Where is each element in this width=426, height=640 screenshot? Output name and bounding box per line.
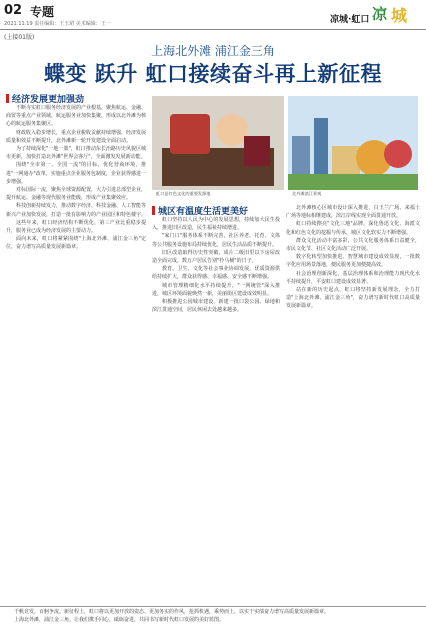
- paragraph: 虹口持续擦亮"文化三地"品牌，深化鲁迅文化、海派文化和红色文化的挖掘与传承，城区文化软实力不断增强。: [286, 221, 420, 236]
- header-divider: [0, 29, 426, 30]
- paragraph: 积极推进公园城市建设，新建一批口袋公园、绿地和滨江贯通空间，居民休闲去处越来越多。: [152, 299, 280, 314]
- paragraph: 数字化转型加快推进，智慧城市建设成效显现，一批数字化应用场景落地，便民服务更加便捷高效。: [286, 254, 420, 269]
- article-column-right: [286, 204, 420, 602]
- paragraph: 虹口坚持以人民为中心的发展思想，持续加大民生投入，推进旧区改造，民生福祉持续增进。: [152, 217, 280, 232]
- paragraph: 科技创新持续发力，推动数字经济、科技金融、人工智能等新兴产业加快发展，打造一批有影响力的产业园区和特色楼宇。: [6, 203, 146, 218]
- photo-caption-left: 虹口是红色文化的重要发源地: [156, 191, 211, 196]
- section-title-text: 经济发展更加强劲: [12, 95, 85, 105]
- paragraph: 城市管理精细化水平持续提升，"一网统管"深入推进，城区环境面貌焕然一新，美丽街区建设成效明显。: [152, 282, 280, 297]
- section-name: 专题: [30, 5, 55, 19]
- article-column-middle: [152, 216, 280, 602]
- headline: 蝶变 跃升 虹口接续奋斗再上新征程: [43, 61, 383, 86]
- paragraph: 围绕"全市第一、全国一流"的目标，优化营商环境，推进"一网通办"改革，实施重点企业服务包制度，企业获得感进一步增强。: [6, 162, 146, 185]
- paragraph: 千帆竞发，百舸争流。新征程上，虹口将以更加开放的姿态、更加务实的作风，抢抓机遇，乘势而上，以实干实绩奋力谱写高质量发展新篇章。: [14, 609, 330, 615]
- paragraph: 面向未来，虹口将紧紧围绕"上海北外滩、浦江金三角"定位，奋力谱写高质量发展新篇章。: [6, 236, 146, 251]
- paragraph: 教育、卫生、文化等社会事业协调发展，优质资源供给持续扩大，群众获得感、幸福感、安全感不断增强。: [152, 266, 280, 281]
- paragraph: 对标国际一流，聚焦全球资源配置，大力引进总部型企业，提升航运、金融等现代服务业能级，形成产业集聚效应。: [6, 187, 146, 202]
- paragraph: 财政收入稳步增长，重点企业税收贡献持续增强，经济发展质量和效益不断提升，北外滩新一轮开发建设全面启动。: [6, 129, 146, 144]
- masthead-logo: [372, 3, 422, 27]
- paragraph: 旧区改造取得历史性突破，成片二级旧里以下房屋改造全面完成，数万户居民告别"拎马桶"的日子。: [152, 249, 280, 265]
- photo-caption-right: 北外滩滨江景观: [292, 191, 322, 196]
- photo-left-object: [170, 114, 210, 154]
- paragraph: 为了持续深化"一地一策"，虹口推动东长治路历史风貌区城市更新，加快打造北外滩"世界会客厅"，全面激发发展新动能。: [6, 146, 146, 161]
- paragraph: 不断夯实虹口服务经济发展的产业根基，聚焦航运、金融、商贸等重点产业领域，航运服务业加快集聚，形成以北外滩为核心的航运服务集聚区。: [6, 105, 146, 128]
- paragraph: 站在新的历史起点，虹口将坚持新发展理念，全力打造"上海北外滩、浦江金三角"，奋力谱写新时代虹口高质量发展新篇章。: [286, 287, 420, 310]
- photo-illustrations: [152, 96, 418, 198]
- brand-name: 凉城·虹口: [330, 15, 370, 25]
- paragraph: 群众文化活动丰富多彩，公共文化服务体系日益健全，市民文化节、社区文化活动广泛开展。: [286, 237, 420, 253]
- section-marker: [6, 94, 9, 103]
- paragraph: 社会治理创新深化，基层治理体系和治理能力现代化水平持续提升，平安虹口建设成效显著。: [286, 270, 420, 285]
- photo-left-person: [216, 114, 248, 146]
- paragraph: 北外滩核心区城市设计深入推进，白玉兰广场、来福士广场等地标相继建成，滨江岸线实现全面贯通开放。: [286, 205, 420, 220]
- continued-note: (上接01版): [4, 34, 35, 41]
- paragraph: "家门口"服务体系不断完善，社区养老、托育、文体等公共服务设施布局持续优化，居民生活品质不断提升。: [152, 233, 280, 248]
- page-number: 02: [4, 3, 23, 18]
- masthead-char-2: 城: [391, 6, 408, 25]
- closing-paragraphs: [4, 608, 422, 624]
- footer-divider: [0, 606, 426, 607]
- kicker: 上海北外滩 浦江金三角: [151, 44, 275, 58]
- paragraph: 上海北外滩，浦江金三角。让我们携手同心，砥砺奋进，共同书写新时代虹口发展的美好蓝图。: [14, 617, 225, 623]
- photo-right-flower: [384, 140, 412, 168]
- article-column-left: [6, 104, 146, 602]
- section-marker: [152, 206, 155, 215]
- section-title-text: 城区有温度生活更美好: [158, 207, 249, 217]
- issue-meta: 2021.11.19 责任编辑：王玉珺 美术编辑：王一: [4, 21, 111, 27]
- paragraph: 这些年来，虹口经济结构不断优化，第三产业比重稳步提升，服务业已成为经济发展的主要动力。: [6, 219, 146, 235]
- masthead-char-1: 凉: [372, 5, 388, 23]
- photo-right-ground: [288, 174, 418, 190]
- photo-strip: [152, 96, 418, 198]
- photo-left-detail: [244, 136, 270, 166]
- page-header: [0, 0, 426, 30]
